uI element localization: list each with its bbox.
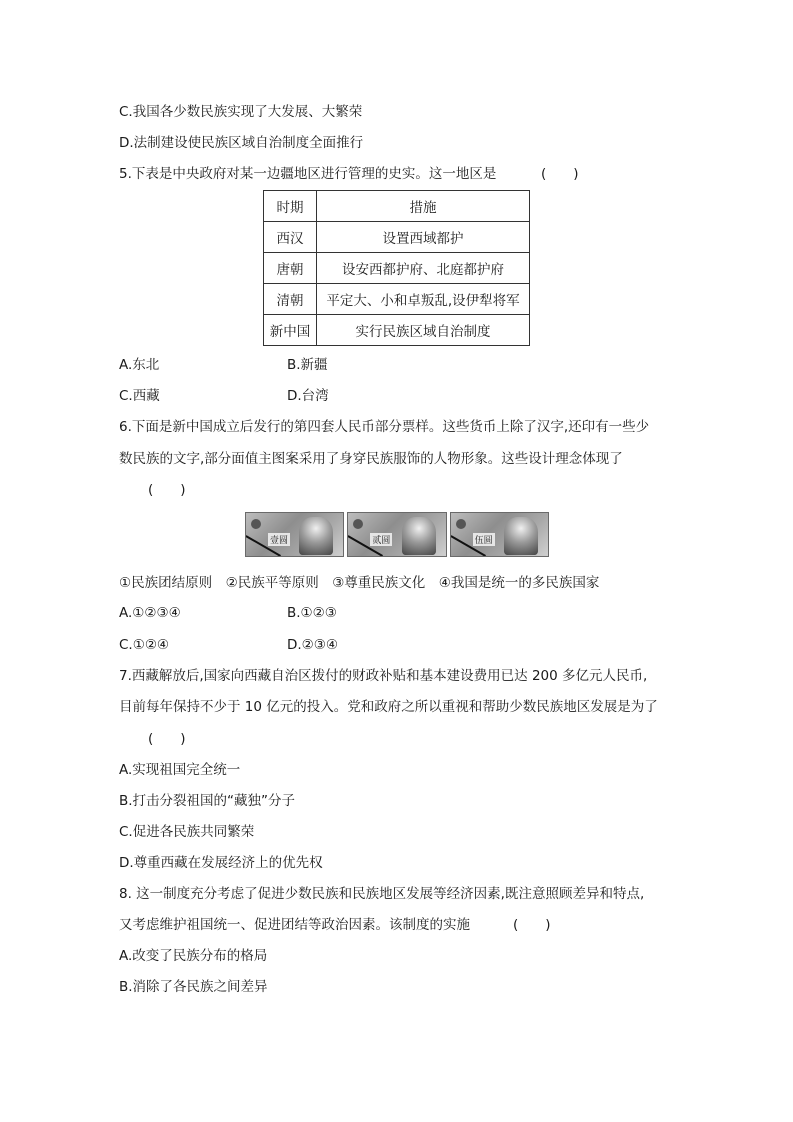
- banknote-five-yuan: [450, 512, 549, 557]
- table-header-row: [264, 191, 530, 222]
- q8-option-a: A.改变了民族分布的格局: [119, 948, 268, 964]
- portrait-image: [504, 517, 538, 555]
- option-c-previous: C.我国各少数民族实现了大发展、大繁荣: [119, 104, 363, 120]
- q7-stem-line1: 7.西藏解放后,国家向西藏自治区拨付的财政补贴和基本建设费用已达 200 多亿元人民币,: [119, 668, 648, 684]
- q8-stem-line2: 又考虑维护祖国统一、促进团结等政治因素。该制度的实施: [119, 917, 470, 933]
- q5-option-b: B.新疆: [287, 357, 328, 373]
- q5-option-a: A.东北: [119, 357, 160, 373]
- table-header-measure: 措施: [317, 191, 530, 222]
- q7-option-a: A.实现祖国完全统一: [119, 762, 241, 778]
- q5-answer-paren: ( ): [541, 166, 579, 182]
- q5-stem: 5.下表是中央政府对某一边疆地区进行管理的史实。这一地区是: [119, 166, 497, 182]
- q8-stem-line1: 8. 这一制度充分考虑了促进少数民族和民族地区发展等经济因素,既注意照顾差异和特点,: [119, 886, 645, 902]
- table-header-period: 时期: [264, 191, 317, 222]
- q8-option-b: B.消除了各民族之间差异: [119, 979, 268, 995]
- q5-option-d: D.台湾: [287, 388, 329, 404]
- table-row: [264, 315, 530, 346]
- q6-answer-paren: ( ): [148, 482, 186, 498]
- history-table: [263, 190, 530, 346]
- banknote-denomination: 壹圆: [268, 533, 290, 546]
- portrait-image: [299, 517, 333, 555]
- banknote-one-yuan: [245, 512, 344, 557]
- table-cell: 西汉: [264, 222, 317, 253]
- q5-option-c: C.西藏: [119, 388, 160, 404]
- table-row: [264, 222, 530, 253]
- table-row: [264, 253, 530, 284]
- q7-option-c: C.促进各民族共同繁荣: [119, 824, 255, 840]
- q6-option-a: A.①②③④: [119, 605, 181, 621]
- q7-answer-paren: ( ): [148, 731, 186, 747]
- q6-stem-line1: 6.下面是新中国成立后发行的第四套人民币部分票样。这些货币上除了汉字,还印有一些少: [119, 419, 650, 435]
- banknote-denomination: 伍圆: [473, 533, 495, 546]
- q8-answer-paren: ( ): [513, 917, 551, 933]
- q7-stem-line2: 目前每年保持不少于 10 亿元的投入。党和政府之所以重视和帮助少数民族地区发展是为了: [119, 699, 658, 715]
- q6-option-b: B.①②③: [287, 605, 337, 621]
- option-d-previous: D.法制建设使民族区域自治制度全面推行: [119, 135, 364, 151]
- q6-stem-line2: 数民族的文字,部分面值主图案采用了身穿民族服饰的人物形象。这些设计理念体现了: [119, 451, 623, 467]
- banknote-two-yuan: [347, 512, 446, 557]
- q7-option-d: D.尊重西藏在发展经济上的优先权: [119, 855, 323, 871]
- q7-option-b: B.打击分裂祖国的“藏独”分子: [119, 793, 296, 809]
- table-cell: 设安西都护府、北庭都护府: [317, 253, 530, 284]
- table-row: [264, 284, 530, 315]
- table-cell: 实行民族区域自治制度: [317, 315, 530, 346]
- table-cell: 清朝: [264, 284, 317, 315]
- portrait-image: [402, 517, 436, 555]
- table-cell: 平定大、小和卓叛乱,设伊犁将军: [317, 284, 530, 315]
- table-cell: 设置西域都护: [317, 222, 530, 253]
- emblem-icon: [251, 519, 261, 529]
- emblem-icon: [353, 519, 363, 529]
- table-cell: 唐朝: [264, 253, 317, 284]
- table-cell: 新中国: [264, 315, 317, 346]
- emblem-icon: [456, 519, 466, 529]
- banknote-denomination: 贰圆: [370, 533, 392, 546]
- banknote-images: [245, 512, 549, 557]
- q6-statements: ①民族团结原则 ②民族平等原则 ③尊重民族文化 ④我国是统一的多民族国家: [119, 575, 600, 591]
- q6-option-c: C.①②④: [119, 637, 170, 653]
- q6-option-d: D.②③④: [287, 637, 338, 653]
